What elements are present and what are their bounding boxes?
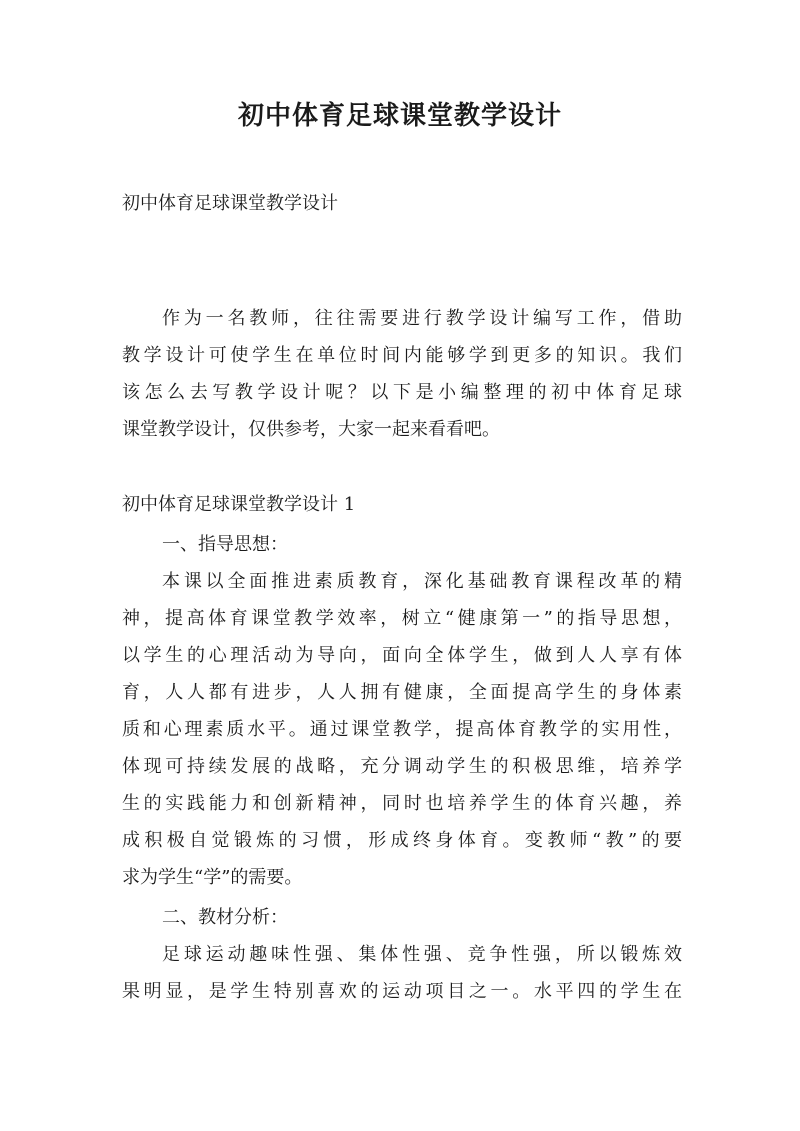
heading-guiding-thought: 一、指导思想： xyxy=(162,534,288,555)
para-1-line-2: 神，提高体育课堂教学效率，树立“健康第一”的指导思想， xyxy=(122,608,682,629)
para-1-line-6: 体现可持续发展的战略，充分调动学生的积极思维，培养学 xyxy=(122,756,682,777)
document-subtitle: 初中体育足球课堂教学设计 xyxy=(122,193,338,214)
para-2-line-2: 果明显，是学生特别喜欢的运动项目之一。水平四的学生在 xyxy=(122,981,682,1002)
intro-line-1: 作为一名教师，往往需要进行教学设计编写工作，借助 xyxy=(162,308,682,329)
intro-line-3: 该怎么去写教学设计呢？以下是小编整理的初中体育足球 xyxy=(122,382,682,403)
heading-material-analysis: 二、教材分析： xyxy=(162,907,288,928)
para-1-line-7: 生的实践能力和创新精神，同时也培养学生的体育兴趣，养 xyxy=(122,793,682,814)
para-1-line-9: 求为学生“学”的需要。 xyxy=(122,867,303,888)
section-title: 初中体育足球课堂教学设计 1 xyxy=(122,494,356,515)
para-1-line-5: 质和心理素质水平。通过课堂教学，提高体育教学的实用性， xyxy=(122,719,682,740)
para-1-line-8: 成积极自觉锻炼的习惯，形成终身体育。变教师“教”的要 xyxy=(122,830,682,851)
para-1-line-3: 以学生的心理活动为导向，面向全体学生，做到人人享有体 xyxy=(122,645,682,666)
intro-line-2: 教学设计可使学生在单位时间内能够学到更多的知识。我们 xyxy=(122,345,682,366)
para-1-line-1: 本课以全面推进素质教育，深化基础教育课程改革的精 xyxy=(162,571,682,592)
para-2-line-1: 足球运动趣味性强、集体性强、竞争性强，所以锻炼效 xyxy=(162,944,682,965)
intro-line-4: 课堂教学设计，仅供参考，大家一起来看看吧。 xyxy=(122,419,500,440)
document-title: 初中体育足球课堂教学设计 xyxy=(237,101,562,131)
para-1-line-4: 育，人人都有进步，人人拥有健康，全面提高学生的身体素 xyxy=(122,682,682,703)
